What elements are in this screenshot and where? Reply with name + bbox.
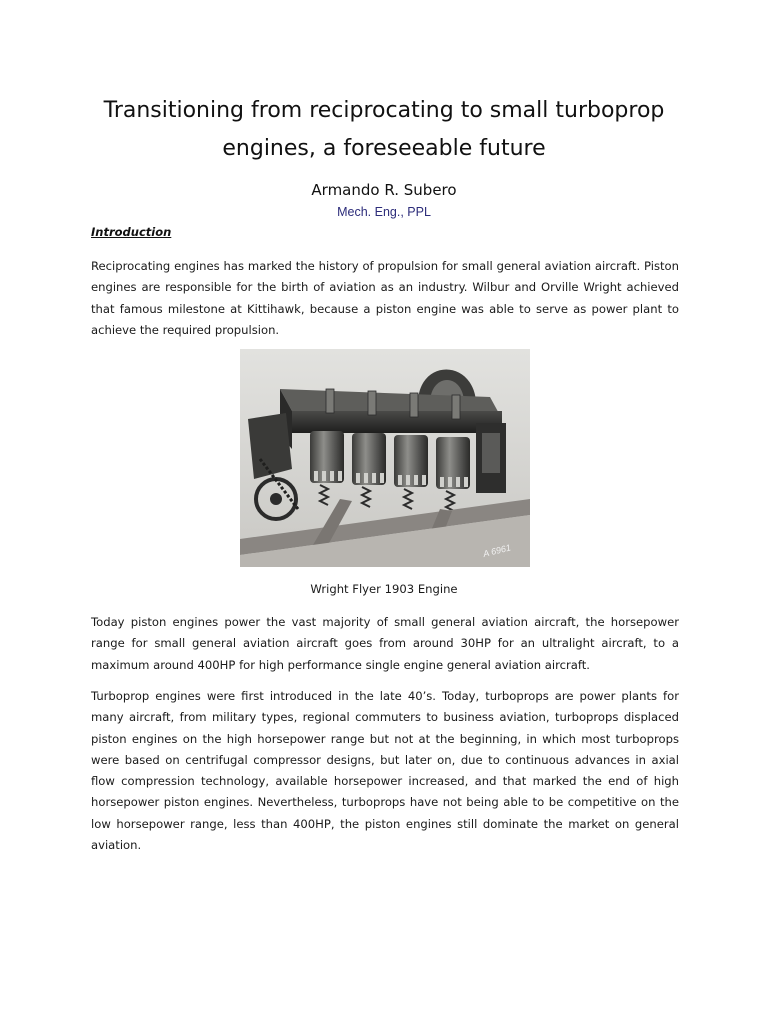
paragraph-piston-range: Today piston engines power the vast majority of small general aviation aircraft, the horsepower range for small general aviation aircraft goes from around 30HP for an ultralight aircraft, to a maximum around 400HP for high performance single engine general aviation aircraft. [91,615,679,672]
paragraph-intro: Reciprocating engines has marked the history of propulsion for small general aviation aircraft. Piston engines are responsible for the birth of aviation as an industry. Wilbur and Orville Wright achieved that famous milestone at Kittihawk, because a piston engine was able to serve as power plant to achieve the required propulsion. [91,259,679,337]
author-affiliation: Mech. Eng., PPL [337,205,431,219]
engine-photo [240,349,530,567]
author-name: Armando R. Subero [311,181,457,199]
section-heading-introduction: Introduction [91,225,172,239]
page-title: Transitioning from reciprocating to small turboprop engines, a foreseeable future [103,98,665,161]
engine-illustration [240,349,530,567]
figure-caption: Wright Flyer 1903 Engine [310,582,458,596]
photo-label: A 6961 [482,542,512,559]
paragraph-turboprop-history: Turboprop engines were first introduced in the late 40’s. Today, turboprops are power plants for many aircraft, from military types, regional commuters to business aviation, turboprops displaced piston engines on the high horsepower range but not at the beginning, in which most turboprops were based on centrifugal compressor designs, but later on, due to continuous advances in axial flow compression technology, available horsepower increased, and that marked the end of high horsepower piston engines. Nevertheless, turboprops have not being able to be competitive on the low horsepower range, less than 400HP, the piston engines still dominate the market on general aviation. [91,689,679,853]
